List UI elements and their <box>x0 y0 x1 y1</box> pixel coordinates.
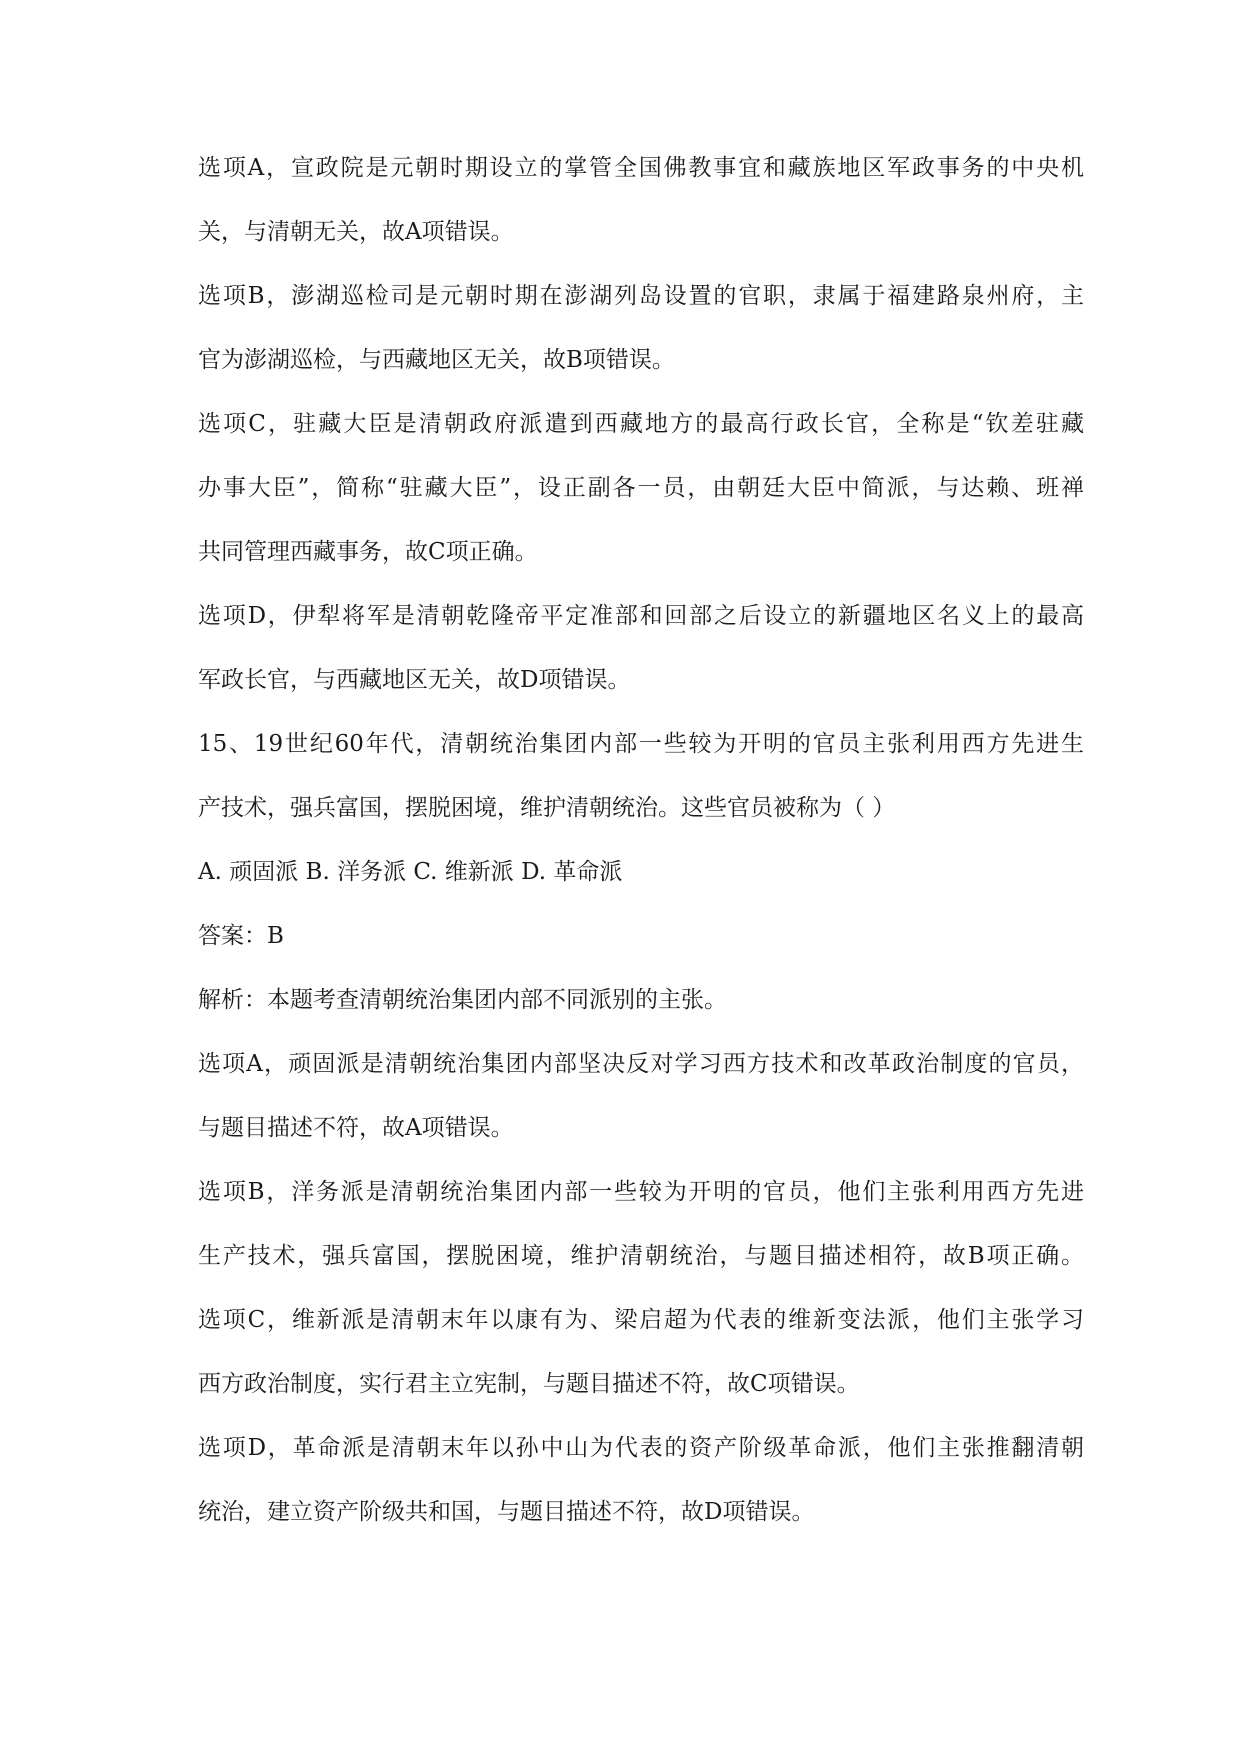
text-line: 西方政治制度，实行君主立宪制，与题目描述不符，故C项错误。 <box>198 1371 860 1397</box>
text-line: 选项A，宣政院是元朝时期设立的掌管全国佛教事宜和藏族地区军政事务的中央机 <box>198 155 1084 181</box>
text-line: 军政长官，与西藏地区无关，故D项错误。 <box>198 667 631 693</box>
text-line: 生产技术，强兵富国，摆脱困境，维护清朝统治，与题目描述相符，故B项正确。 <box>198 1243 1084 1269</box>
analysis-line: 解析：本题考查清朝统治集团内部不同派别的主张。 <box>198 987 727 1013</box>
text-line: 选项B，澎湖巡检司是元朝时期在澎湖列岛设置的官职，隶属于福建路泉州府，主 <box>198 283 1084 309</box>
text-line: 官为澎湖巡检，与西藏地区无关，故B项错误。 <box>198 347 675 373</box>
answer-options: A. 顽固派 B. 洋务派 C. 维新派 D. 革命派 <box>198 859 623 885</box>
text-line: 选项D，伊犁将军是清朝乾隆帝平定准部和回部之后设立的新疆地区名义上的最高 <box>198 603 1084 629</box>
text-line: 选项D，革命派是清朝末年以孙中山为代表的资产阶级革命派，他们主张推翻清朝 <box>198 1435 1084 1461</box>
text-line: 统治，建立资产阶级共和国，与题目描述不符，故D项错误。 <box>198 1499 815 1525</box>
text-line: 选项A，顽固派是清朝统治集团内部坚决反对学习西方技术和改革政治制度的官员， <box>198 1051 1084 1077</box>
text-line: 关，与清朝无关，故A项错误。 <box>198 219 514 245</box>
question-text: 产技术，强兵富国，摆脱困境，维护清朝统治。这些官员被称为（ ） <box>198 795 896 821</box>
text-line: 与题目描述不符，故A项错误。 <box>198 1115 514 1141</box>
text-line: 选项C，维新派是清朝末年以康有为、梁启超为代表的维新变法派，他们主张学习 <box>198 1307 1084 1333</box>
answer-line: 答案：B <box>198 923 284 949</box>
text-line: 选项C，驻藏大臣是清朝政府派遣到西藏地方的最高行政长官，全称是“钦差驻藏 <box>198 411 1084 437</box>
question-text: 15、19世纪60年代，清朝统治集团内部一些较为开明的官员主张利用西方先进生 <box>198 731 1084 757</box>
text-line: 选项B，洋务派是清朝统治集团内部一些较为开明的官员，他们主张利用西方先进 <box>198 1179 1084 1205</box>
text-line: 共同管理西藏事务，故C项正确。 <box>198 539 538 565</box>
text-line: 办事大臣”，简称“驻藏大臣”，设正副各一员，由朝廷大臣中简派，与达赖、班禅 <box>198 475 1084 501</box>
